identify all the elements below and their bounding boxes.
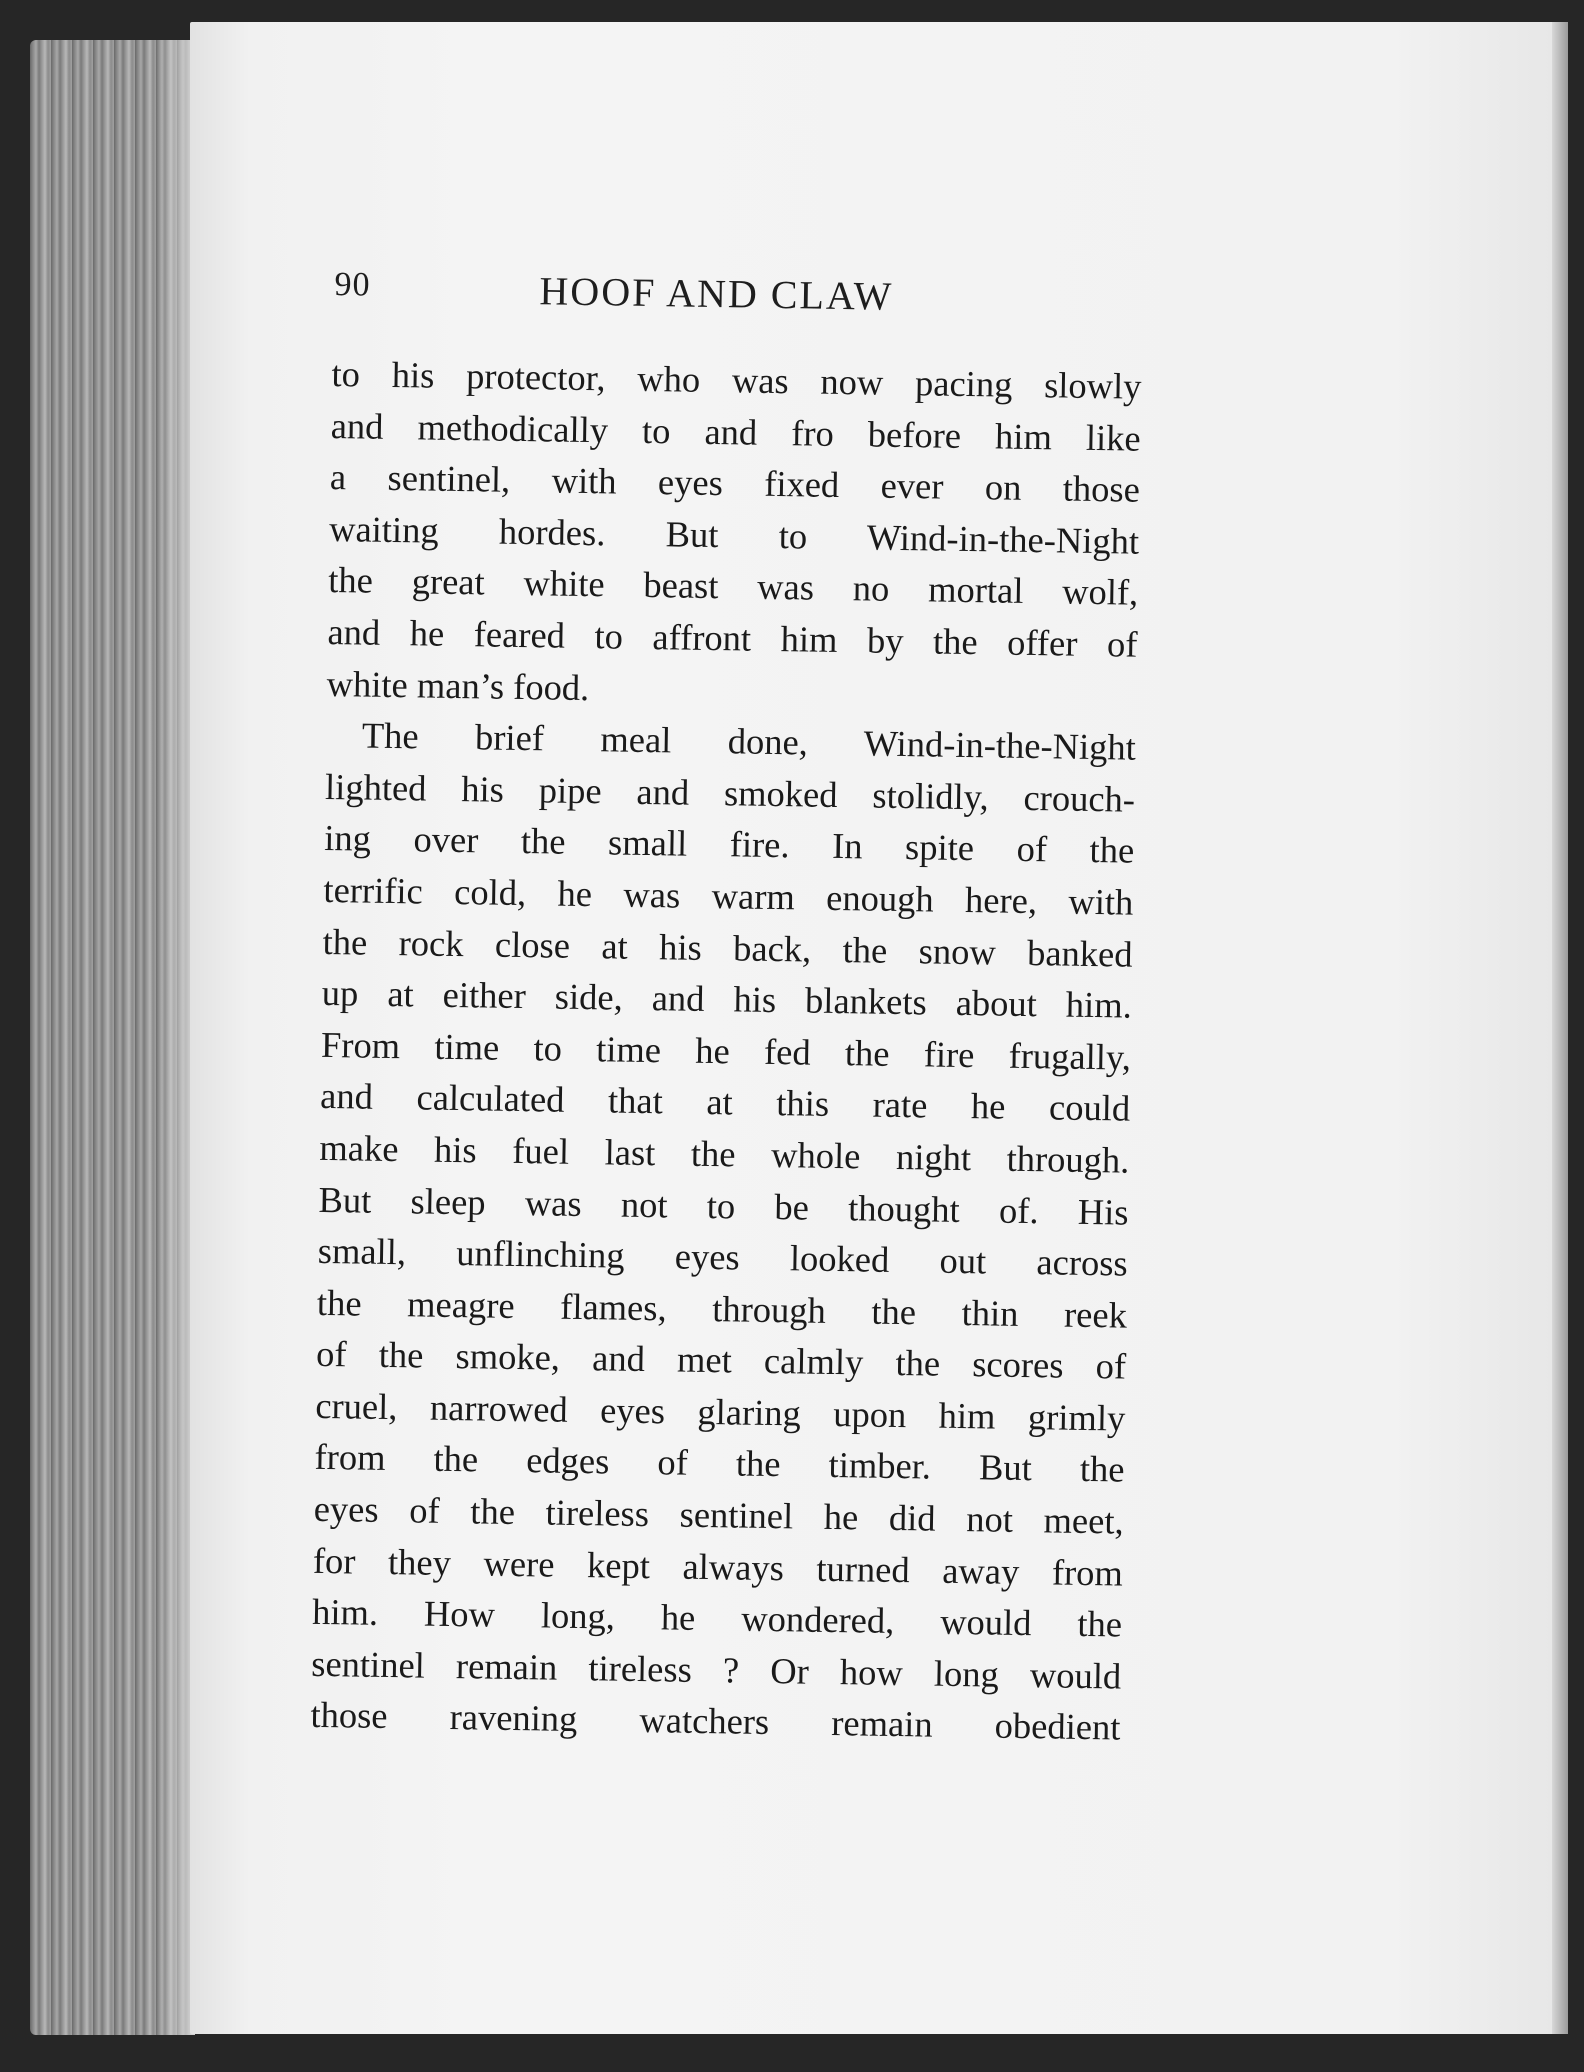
text-line: of the smoke, and met calmly the scores of [315, 1333, 1127, 1387]
text-line: ing over the small fire. In spite of the [323, 817, 1135, 872]
text-line: eyes of the tireless sentinel he did not meet, [313, 1487, 1124, 1542]
book-title: HOOF AND CLAW [539, 268, 894, 319]
text-line: cruel, narrowed eyes glaring upon him grimly [315, 1384, 1126, 1439]
text-line: waiting hordes. But to Wind-in-the-Night [328, 507, 1140, 562]
text-line: sentinel remain tireless ? Or how long would [311, 1642, 1122, 1697]
text-line: and methodically to and fro before him like [330, 404, 1142, 459]
text-line: lighted his pipe and smoked stolidly, crouch- [324, 765, 1136, 820]
text-line: from the edges of the timber. But the [314, 1436, 1125, 1491]
text-line: and he feared to affront him by the offer of [327, 610, 1138, 665]
page-number: 90 [334, 265, 371, 304]
text-line: him. How long, he wondered, would the [311, 1591, 1123, 1645]
body-text [310, 348, 1142, 1754]
text-line: the rock close at his back, the snow banked [322, 920, 1133, 975]
text-line: small, unflinching eyes looked out across [317, 1229, 1129, 1284]
text-line: make his fuel last the whole night through. [319, 1126, 1130, 1181]
text-line: the meagre flames, through the thin reek [316, 1281, 1128, 1336]
text-line: a sentinel, with eyes fixed ever on those [329, 456, 1141, 510]
text-line: those ravening watchers remain obedient [310, 1694, 1121, 1748]
text-line: From time to time he fed the fire frugally, [320, 1023, 1132, 1078]
text-line: and calculated that at this rate he could [319, 1075, 1131, 1129]
text-line: the great white beast was no mortal wolf, [328, 559, 1139, 614]
text-line: white man’s food. [326, 662, 590, 708]
text-line: up at either side, and his blankets about him. [321, 972, 1133, 1026]
running-head [334, 258, 1135, 341]
book-page-edges [30, 40, 195, 2035]
page-right-edge [1552, 22, 1568, 2034]
text-line: But sleep was not to be thought of. His [318, 1178, 1129, 1233]
text-line: The brief meal done, Wind-in-the-Night [361, 714, 1137, 768]
text-line: to his protector, who was now pacing slowly [331, 352, 1142, 407]
text-line: for they were kept always turned away from [312, 1539, 1124, 1594]
text-line: terrific cold, he was warm enough here, with [323, 868, 1134, 923]
